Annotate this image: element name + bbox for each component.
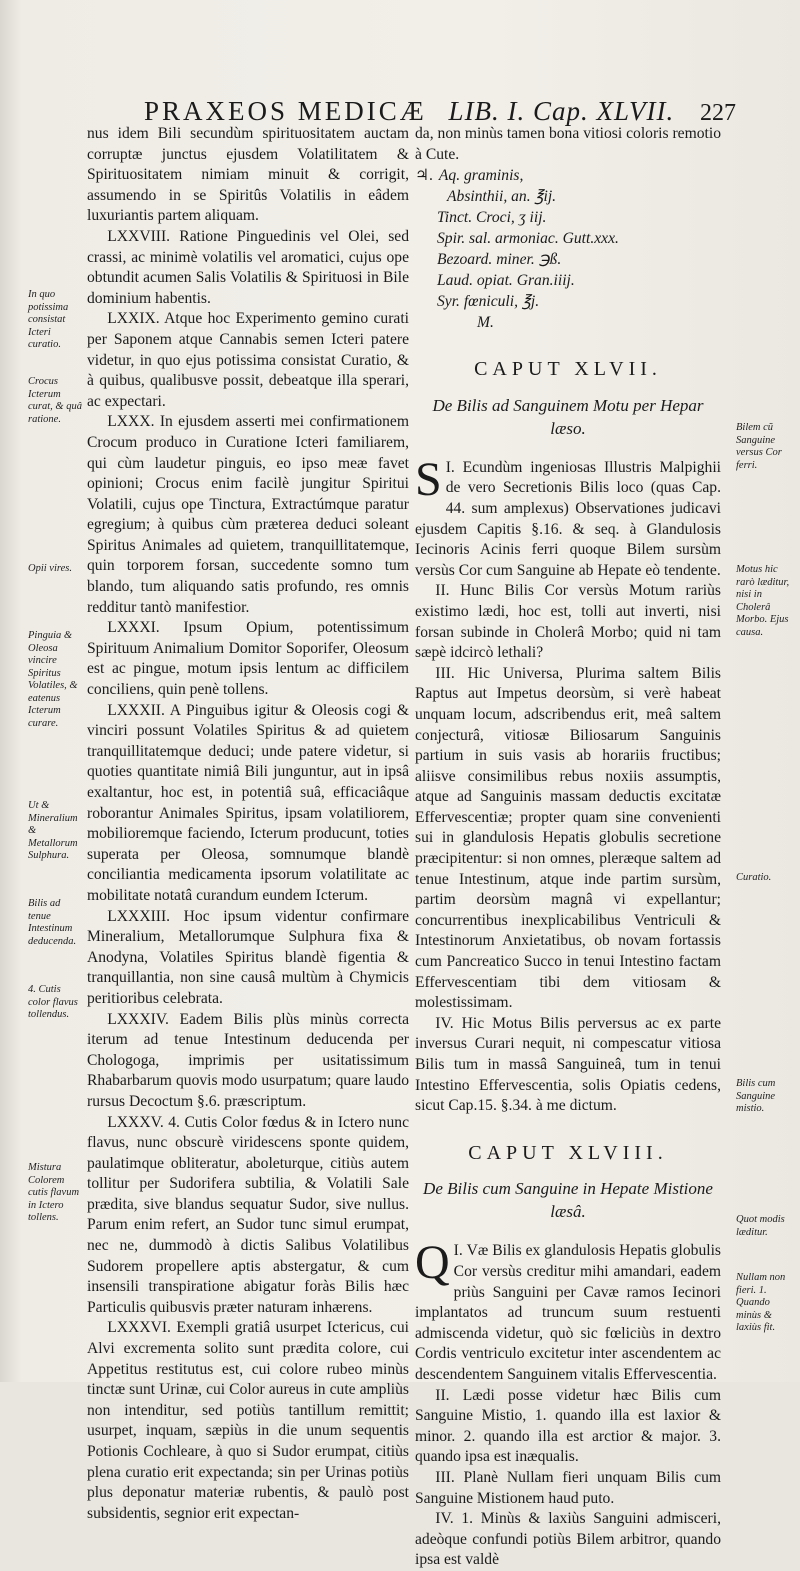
drop-cap: S (415, 452, 442, 506)
paragraph: III. Hic Universa, Plurima saltem Bilis Raptus aut Impetus deorsùm, si verè habeat unquam locum, adscribendus erit, meâ saltem conjecturâ, vitiosæ Biliosarum Sanguinis partium in suis vasis ab horariis fructibus; aliisve consimilibus rebus noxiis assumptis, atque ad Sanguinis massam deductis excitatæ Effervescentiæ; propter quam sine convenienti sui in glandulosis Hepatis globulis secretione præcipitentur: si non omnes, pleræque saltem ad tenue Intestinum, atque inde partim sursùm, partim deorsùm magnâ vi expellantur; concurrentibus inexplicabilibus Ventriculi & Intestinorum Anxietatibus, ob novam fortassis cum Pancreatico Succo in tenui Intestino factam Effervescentiam tibi dem vitiosam & molestissimam. (415, 664, 721, 1012)
recipe-symbol: ♃. (415, 167, 433, 185)
margin-note: Bilis ad tenue Intestinum deducenda. (28, 898, 77, 947)
right-column (415, 124, 721, 1571)
drop-cap: Q (415, 1236, 450, 1290)
paragraph-number: I. (453, 1242, 463, 1260)
paragraph: da, non minùs tamen bona vitiosi coloris remotio à Cute. (415, 125, 721, 163)
margin-note: 4. Cutis color flavus tollendus. (28, 984, 78, 1020)
recipe-line: Aq. graminis, (438, 167, 524, 185)
paragraph: LXXIX. Atque hoc Experimento gemino curati per Saponem atque Cannabis semen Icteri patere videtur, in quo ejus potissima consistat Curatio, & à quibus, qualibusve possit, debeatque illa sperari, ac expectari. (87, 310, 409, 410)
margin-note: Quot modis læditur. (736, 1214, 785, 1238)
recipe-line: Tinct. Croci, ʒ iij. (437, 209, 547, 227)
recipe (415, 165, 721, 333)
margin-note: Crocus Icterum curat, & quâ ratione. (28, 376, 82, 425)
paragraph-number: I. (445, 458, 455, 476)
paragraph: IV. Hic Motus Bilis perversus ac ex parte inversus Curari nequit, ni compescatur vitiosa Bilis tum in massâ Sanguineâ, tum in tenui Intestino Effervescentia, solis Opiatis cedens, sicut Cap.15. §.34. à me dictum. (415, 1014, 721, 1115)
paragraph: I. S Ecundùm ingeniosas Illustris Malpighii de vero Secretionis Bilis loco (quas Cap. 44. sum amplexus) Observationes judicavi ejusdem Capitis §.16. & seq. à Glandulosis Iecinoris Acinis ferri quoque Bilem sursùm versùs Cor cum Sanguine ab Hepate eò tendente. (415, 452, 721, 579)
paragraph: LXXXIV. Eadem Bilis plùs minùs correcta iterum ad tenue Intestinum deducenda per Chologoga, imprimis per usitatissimum Rhabarbarum quovis modo usurpatum; quare laudo rursus Decoctum §.6. præscriptum. (87, 1010, 409, 1110)
left-column (87, 124, 409, 1524)
margin-note: Curatio. (736, 872, 772, 883)
paragraph: IV. 1. Minùs & laxiùs Sanguini admisceri, adeòque confundi potiùs Bilem arbitror, quando ipsa est valdè (415, 1510, 721, 1569)
paragraph: LXXX. In ejusdem asserti mei confirmationem Crocum produco in Curatione Icteri familiarem, qui cùm laudetur pinguis, eo ipso meæ favet opinioni; Crocus enim facilè jungitur Spiritui Volatili, cujus ope Tinctura, Extractúmque paratur egregium; à quibus cùm præterea deduci soleant Spiritus Animales ad quietem, tranquillitatemque, quin torporem forsan, succedente somno tum blando, tum aliquando satis profundo, res omnis redditur tantò manifestior. (87, 413, 409, 616)
recipe-line: Bezoard. miner. ℈ß. (437, 251, 562, 269)
margin-note: Opii vires. (28, 563, 72, 574)
margin-note: Ut & Mineralium & Metallorum Sulphura. (28, 800, 78, 861)
margin-note: In quo potissima consistat Icteri curatio. (28, 289, 69, 350)
paragraph: III. Planè Nullam fieri unquam Bilis cum Sanguine Mistionem haud puto. (415, 1468, 721, 1507)
paragraph: LXXXII. A Pinguibus igitur & Oleosis cogi & vinciri possunt Volatiles Spiritus & ad quietem tranquillitatemque deduci; unde patere videtur, si quoties quantitate nimiâ Bili junguntur, aut in ipsâ exaltantur, hoc est, in potentiâ suâ, efficaciâque roborantur Animales Spiritus, ipsam volatiliorem, mobilioremque faciendo, Icterum producunt, toties superata per Oleosa, somnumque blandè conciliantia medicamenta ipsorum volatilitate ac mobilitate notatâ curandum eundem Icterum. (87, 701, 409, 904)
recipe-line: Spir. sal. armoniac. Gutt.xxx. (437, 230, 619, 248)
chapter-title: De Bilis ad Sanguinem Motu per Hepar læso. (432, 395, 704, 438)
paragraph: I. Q Væ Bilis ex glandulosis Hepatis globulis Cor versùs creditur mihi amandari, eadem priùs Sanguini per Cavæ ramos Iecinori implantatos ad truncum suum restuenti admiscenda videtur, quò sic fœliciùs in dextro Cordis ventriculo excitetur inter ascendentem ac descendentem Sanguinem vitalis Effervescentia. (415, 1236, 721, 1383)
chapter-heading: CAPUT XLVII. (474, 358, 662, 381)
paragraph: II. Lædi posse videtur hæc Bilis cum Sanguine Mistio, 1. quando illa est laxior & minor. 2. quando illa est arctior & major. 3. quando ipsa est inæqualis. (415, 1386, 721, 1466)
margin-note: Bilem cũ Sanguine versus Cor ferri. (736, 422, 782, 471)
margin-note: Pinguia & Oleosa vincire Spiritus Volatiles, & eatenus Icterum curare. (28, 630, 78, 729)
running-head (144, 96, 694, 127)
chapter-title: De Bilis cum Sanguine in Hepate Mistione læsâ. (423, 1179, 713, 1222)
margin-note: Motus hic rarò læditur, nisi in Cholerâ Morbo. Ejus causa. (736, 564, 790, 638)
margin-note: Nullam non fieri. 1. Quando minùs & laxiùs fit. (736, 1272, 786, 1333)
paragraph: LXXXVI. Exempli gratiâ usurpet Ictericus, cui Alvi excrementa solito sunt prædita colore, cui Appetitus restitutus est, cui colore rubeo minùs tinctæ sunt Urinæ, cui Color aureus in cute ampliùs non intenditur, sed potiùs tantillum remittit; usurpet, inquam, sæpiùs in die unum sequentis Potionis Cochleare, à quo si Sudor erumpat, citiùs plena curatio erit expectanda; sin per Urinas potiùs plus deponatur materiæ rubentis, & paulò post subsidentis, segnior erit expectan- (87, 1319, 409, 1522)
recipe-line: Laud. opiat. Gran.iiij. (437, 272, 575, 290)
margin-note: Mistura Colorem cutis flavum in Ictero tollens. (28, 1162, 80, 1223)
paragraph: LXXVIII. Ratione Pinguedinis vel Olei, sed crassi, ac minimè volatilis vel aromatici, cujus ope obtundit acumen Salis Volatilis & Spirituosi in Bile dominium habentis. (87, 227, 409, 307)
recipe-line: M. (477, 314, 494, 332)
book-chapter-ref: LIB. I. Cap. XLVII. (448, 96, 675, 126)
running-title: PRAXEOS MEDICÆ (144, 96, 427, 126)
margin-note: Bilis cum Sanguine mistio. (736, 1078, 776, 1114)
paragraph: nus idem Bili secundùm spirituositatem auctam corruptæ junctus ejusdem Volatilitatem & Spirituositatem nimiam minuit & corrigit, assumendo in se Spiritûs Volatilis in eâdem luxuriantis partem aliquam. (87, 125, 409, 225)
paragraph: LXXXV. 4. Cutis Color fœdus & in Ictero nunc flavus, nunc obscurè viridescens sponte quidem, paulatimque obliteratur, aboleturque, citiùs autem tollitur per Sudorifera subtilia, & Volatili Sale prædita, sive blandus sequatur Sudor, sive nullus. Parum enim refert, an Sudor tunc simul erumpat, nec ne, dummodò à dictis Salibus Volatilibus Sudorem propellere aptis abstergatur, & cum insensili transpiratione abigatur foràs Bilis hæc Particulis quibusvis præter naturam inhærens. (87, 1113, 409, 1316)
paragraph: II. Hunc Bilis Cor versùs Motum rariùs existimo lædi, hoc est, tolli aut inverti, nisi forsan subinde in Cholerâ Morbo; quid ni tam sæpè idcircò lethali? (415, 582, 721, 662)
paragraph: LXXXI. Ipsum Opium, potentissimum Spirituum Animalium Domitor Soporifer, Oleosum est ac pingue, motum ipsis lentum ac difficilem conciliens, quin penè tollens. (87, 619, 409, 699)
page-number: 227 (700, 100, 736, 126)
paragraph: LXXXIII. Hoc ipsum videntur confirmare Mineralium, Metallorumque Sulphura fixa & Anodyna, Volatiles Spiritus blandè figentia & tranquillantia, non sine causâ multùm à Chymicis peritioribus celebrata. (87, 907, 409, 1007)
recipe-line: Absinthii, an. ℥ij. (447, 188, 557, 206)
chapter-heading: CAPUT XLVIII. (468, 1141, 668, 1164)
recipe-line: Syr. fœniculi, ℥j. (437, 293, 540, 311)
